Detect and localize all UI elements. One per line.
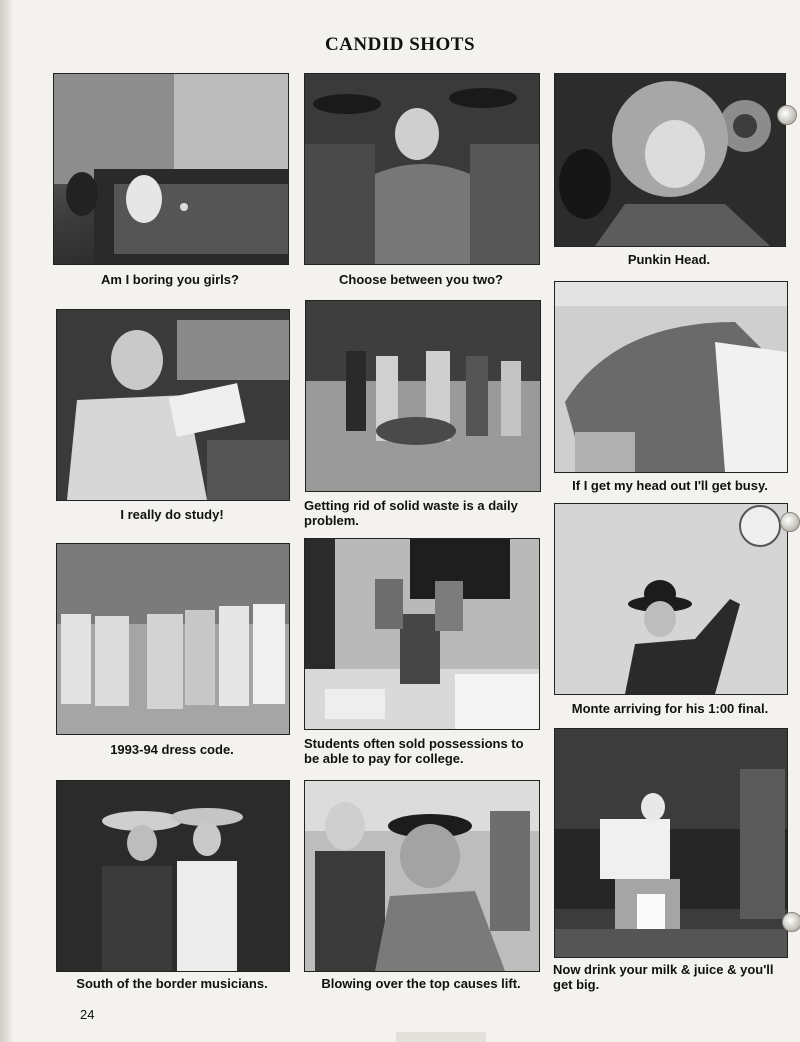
photo-caption: Choose between you two?	[339, 272, 503, 287]
photo-punkin-head	[554, 73, 786, 247]
photo-caption: Monte arriving for his 1:00 final.	[571, 701, 769, 716]
photo-possessions	[304, 538, 540, 730]
photo-cowboys	[304, 73, 540, 265]
binder-ring-icon	[782, 912, 800, 932]
photo-caption: Am I boring you girls?	[101, 272, 239, 287]
photo-pool-table	[53, 73, 289, 265]
photo-dress-code	[56, 543, 290, 735]
photo-border-musicians	[56, 780, 290, 972]
photo-caption: Now drink your milk & juice & you'll get big.	[553, 962, 774, 992]
photo-caption: Students often sold possessions to be able to pay for college.	[304, 736, 524, 766]
binder-ring-icon	[780, 512, 800, 532]
binder-ring-icon	[777, 105, 797, 125]
photo-study	[56, 309, 290, 501]
page-number: 24	[80, 1007, 95, 1022]
photo-caption: 1993-94 dress code.	[110, 742, 234, 757]
binder-edge	[0, 0, 12, 1042]
photo-caption: Getting rid of solid waste is a daily problem.	[304, 498, 518, 528]
photo-caption: South of the border musicians.	[76, 976, 268, 991]
page-title: CANDID SHOTS	[324, 34, 476, 55]
photo-caption: Blowing over the top causes lift.	[321, 976, 521, 991]
photo-milk-juice	[554, 728, 788, 958]
photo-solid-waste	[305, 300, 541, 492]
photo-monte	[554, 503, 788, 695]
photo-head-out	[554, 281, 788, 473]
photo-caption: If I get my head out I'll get busy.	[572, 478, 768, 493]
photo-caption: Punkin Head.	[627, 252, 711, 267]
photo-caption: I really do study!	[120, 507, 224, 522]
paper-scrap	[396, 1032, 486, 1042]
photo-blowing-lift	[304, 780, 540, 972]
